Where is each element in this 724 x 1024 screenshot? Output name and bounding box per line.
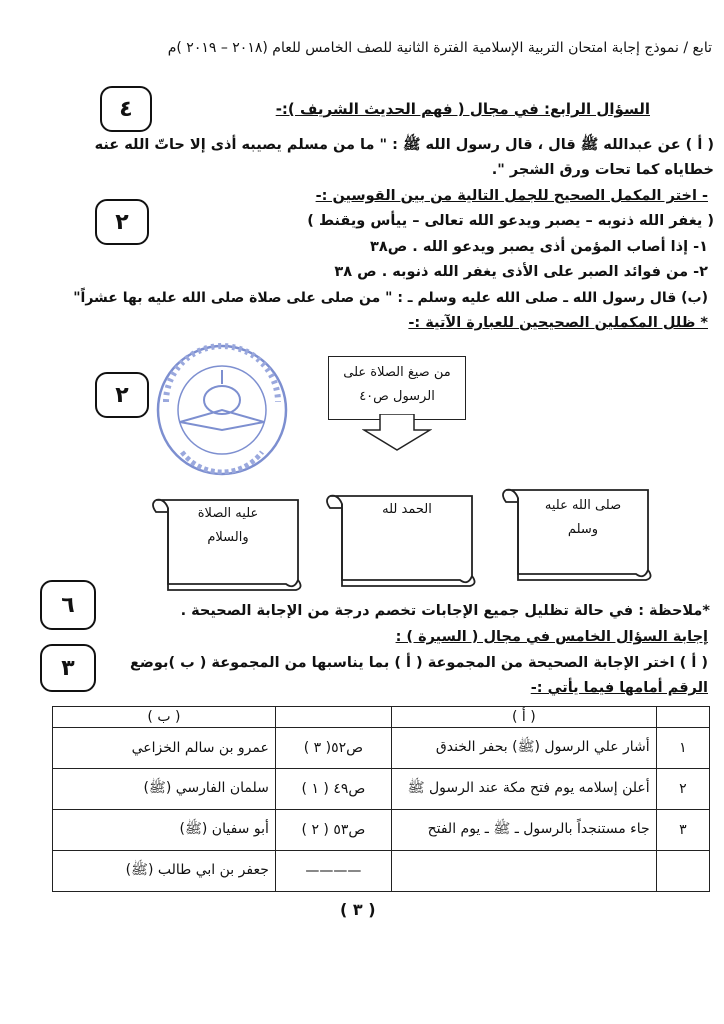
row-number: ٣: [656, 810, 709, 851]
source-text: من صيغ الصلاة على الرسول ص٤٠: [343, 365, 451, 404]
shade-instruction: * ظلل المكملين الصحيحين للعبارة الآتية :-: [408, 315, 708, 331]
score-box-q4: ٤: [100, 86, 152, 132]
answer-cell: ————: [275, 851, 391, 892]
group-b-item: أبو سفيان (ﷺ): [53, 810, 276, 851]
group-b-item: جعفر بن ابي طالب (ﷺ): [53, 851, 276, 892]
header-num-cell: [656, 707, 709, 728]
table-row: [53, 851, 710, 892]
group-a-item: أعلن إسلامه يوم فتح مكة عند الرسول ﷺ: [391, 769, 656, 810]
header-answer-cell: [275, 707, 391, 728]
scroll-option-2-text: الحمد لله: [382, 502, 432, 517]
scroll-option-2: [322, 488, 482, 588]
official-stamp: [152, 340, 292, 480]
matching-table: [52, 706, 710, 892]
score-box-q5: ٣: [40, 644, 96, 692]
score-box-diagram: ٢: [95, 372, 149, 418]
down-arrow: [362, 414, 432, 452]
scroll-option-3-text: عليه الصلاة والسلام: [197, 506, 259, 545]
page-header: تابع / نموذج إجابة امتحان التربية الإسلامية الفترة الثانية للصف الخامس للعام (٢٠١٨ – ٢٠١٩ )م: [167, 40, 712, 56]
options-line: ( يغفر الله ذنوبه – يصبر ويدعو الله تعالى – ييأس ويقنط ): [307, 213, 714, 229]
sentence-2: ٢- من فوائد الصبر على الأذى يغفر الله ذنوبه . ص ٣٨: [334, 264, 708, 280]
note-text: *ملاحظة : في حالة تظليل جميع الإجابات تخصم درجة من الإجابة الصحيحة .: [180, 603, 710, 619]
fill-instruction: - اختر المكمل الصحيح للجمل التالية من بين القوسين :-: [315, 188, 708, 204]
row-number: ١: [656, 728, 709, 769]
answer-cell: ص٤٩ ( ١ ): [275, 769, 391, 810]
group-a-item: [391, 851, 656, 892]
row-number: [656, 851, 709, 892]
part-b-hadith: (ب) قال رسول الله ـ صلى الله عليه وسلم ـ : " من صلى على صلاة صلى الله عليه بها عشراً": [73, 290, 708, 306]
group-b-item: سلمان الفارسي (ﷺ): [53, 769, 276, 810]
row-number: ٢: [656, 769, 709, 810]
score-box-fill: ٢: [95, 199, 149, 245]
q5-title: إجابة السؤال الخامس في مجال ( السيرة ) :: [395, 629, 708, 645]
q4-title: السؤال الرابع: في مجال ( فهم الحديث الشريف ):-: [275, 100, 650, 118]
table-row: [53, 810, 710, 851]
answer-cell: ص٥٣ ( ٢ ): [275, 810, 391, 851]
hadith-line-2: خطاياه كما تحات ورق الشجر ".: [491, 162, 714, 178]
table-row: [53, 728, 710, 769]
scroll-option-3: [148, 492, 308, 592]
scroll-option-1-text: صلى الله عليه وسلم: [544, 498, 622, 537]
scroll-option-1: [498, 482, 658, 582]
q5-instruction-2: الرقم أمامها فيما يأتي :-: [530, 680, 708, 696]
sentence-1: ١- إذا أصاب المؤمن أذى يصبر ويدعو الله . ص٣٨: [370, 239, 708, 255]
header-b: ( ب ): [53, 707, 276, 728]
group-a-item: أشار علي الرسول (ﷺ) بحفر الخندق: [391, 728, 656, 769]
answer-cell: ص٥٢( ٣ ): [275, 728, 391, 769]
q5-instruction-1: ( أ ) اختر الإجابة الصحيحة من المجموعة ( أ ) بما يناسبها من المجموعة ( ب )بوضع: [130, 655, 708, 671]
table-header-row: [53, 707, 710, 728]
source-box: [328, 356, 466, 420]
group-a-item: جاء مستنجداً بالرسول ـ ﷺ ـ يوم الفتح: [391, 810, 656, 851]
group-b-item: عمرو بن سالم الخزاعي: [53, 728, 276, 769]
table-row: [53, 769, 710, 810]
score-box-note: ٦: [40, 580, 96, 630]
hadith-line-1: ( أ ) عن عبدالله ﷺ قال ، قال رسول الله ﷺ : " ما من مسلم يصيبه أذى إلا حاتّ الله عنه: [94, 137, 714, 153]
header-a: ( أ ): [391, 707, 656, 728]
page-number: ( ٣ ): [340, 900, 376, 919]
